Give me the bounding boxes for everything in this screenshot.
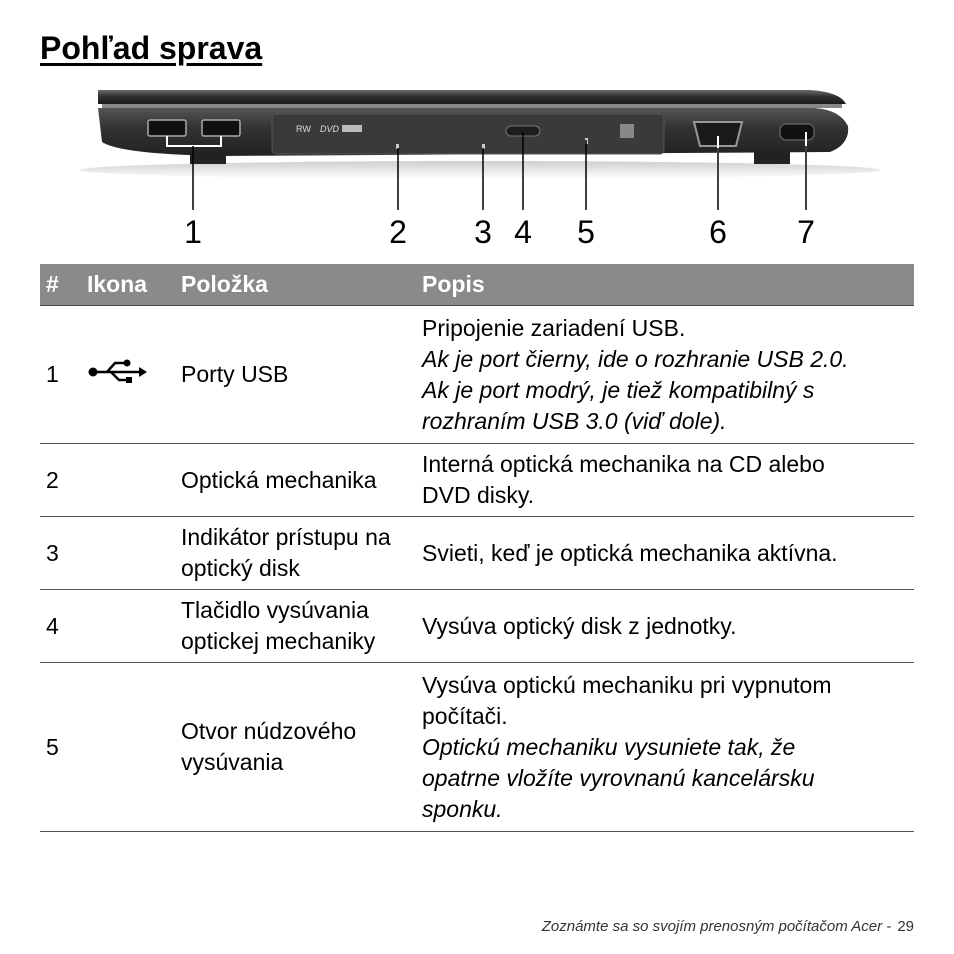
drive-multi-logo [342,125,362,132]
row-description [416,517,914,590]
drive-dvd-label: DVD [320,124,340,134]
row-number: 5 [40,663,81,832]
row-icon-cell [81,517,175,590]
row-icon-cell [81,444,175,517]
table-row [40,663,914,832]
kensington-lock-icon [780,124,814,140]
description-line: počítači. [422,702,508,729]
page-number: 29 [897,918,914,935]
laptop-right-side-figure [40,82,914,252]
callout-number: 3 [474,214,492,250]
row-item: Indikátor prístupu na optický disk [175,517,416,590]
row-item: Tlačidlo vysúvania optickej mechaniky [175,590,416,663]
header-desc: Popis [416,264,914,306]
description-line: DVD disky. [422,482,535,508]
row-number: 2 [40,444,81,517]
description-line: sponku. [422,795,503,822]
row-item: Optická mechanika [175,444,416,517]
row-item: Otvor núdzového vysúvania [175,663,416,832]
description-line: rozhraním USB 3.0 (viď dole). [422,407,727,434]
row-description [416,306,914,444]
callout-number: 5 [577,214,595,250]
callout-number: 6 [709,214,727,250]
table-row [40,517,914,590]
description-line: Interná optická mechanika na CD alebo [422,451,825,477]
callout-number: 4 [514,214,532,250]
optical-drive-icon [272,114,664,154]
row-description [416,590,914,663]
row-icon-cell [81,590,175,663]
description-line: Ak je port čierny, ide o rozhranie USB 2.0. [422,345,849,372]
cd-logo [620,124,634,138]
row-description [416,663,914,832]
description-line: Vysúva optický disk z jednotky. [422,612,737,639]
laptop-illustration [40,82,914,212]
foot-right [754,150,790,164]
usb-port-icon [148,120,186,136]
usb-icon [87,358,147,384]
usb-port-icon [202,120,240,136]
row-icon-cell [81,663,175,832]
header-icon: Ikona [81,264,175,306]
callout-number: 2 [389,214,407,250]
table-row [40,306,914,444]
description-line: opatrne vložíte vyrovnanú kancelársku [422,764,815,791]
foot-left [190,152,226,164]
row-number: 4 [40,590,81,663]
row-icon-cell [81,306,175,444]
callout-number: 7 [797,214,815,250]
table-row [40,590,914,663]
description-line: Optickú mechaniku vysuniete tak, že [422,733,796,760]
description-line: Ak je port modrý, je tiež kompatibilný s [422,376,815,403]
laptop-lid [98,90,846,104]
row-number: 1 [40,306,81,444]
description-line: Vysúva optickú mechaniku pri vypnutom [422,671,832,698]
header-item: Položka [175,264,416,306]
drive-rw-label: RW [296,124,311,134]
table-header-row [40,264,914,306]
description-line: Svieti, keď je optická mechanika aktívna. [422,539,838,566]
header-num: # [40,264,81,306]
page-footer [542,918,914,935]
callout-number: 1 [184,214,202,250]
description-line: Pripojenie zariadení USB. [422,314,686,341]
row-item: Porty USB [175,306,416,444]
row-description [416,444,914,517]
ports-table [40,264,914,832]
lid-seam [102,104,842,108]
footer-text: Zoznámte sa so svojím prenosným počítačom Acer - [541,918,892,935]
row-number: 3 [40,517,81,590]
page-title: Pohľad sprava [40,30,263,66]
table-row [40,444,914,517]
